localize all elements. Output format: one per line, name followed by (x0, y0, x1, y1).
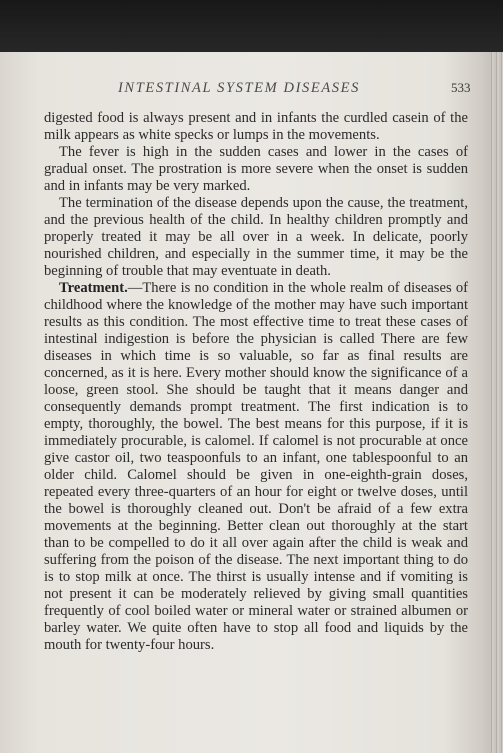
page-header (0, 78, 490, 100)
body-text (44, 110, 468, 654)
treatment-text: —There is no condition in the whole realm of diseases of childhood where the knowledge of the mother may have such important results as this condition. The most effective time to treat these cases of intestinal indigestion is before the physician is called There are few diseases in which time is so valuable, so far as final results are concerned, as it is here. Every mother should know the significance of a loose, green stool. She should be taught that it means danger and consequently demands prompt treatment. The first indication is to empty, thoroughly, the bowel. The best means for this purpose, if it is immediately procurable, is calomel. If calomel is not procurable at once give castor oil, two teaspoonfuls to an infant, one tablespoonful to an older child. Calomel should be given in one-eighth-grain doses, repeated every three-quarters of an hour for eight or twelve doses, until the bowel is thoroughly cleaned out. Don't be afraid of a few extra movements at the beginning. Better clean out thoroughly at the start than to be compelled to do it all over again after the child is weak and suffering from the poison of the disease. The next important thing to do is to stop milk at once. The thirst is usually intense and if vomiting is not present it can be moderately relieved by giving small quantities frequently of cool boiled water or mineral water or strained albumen or barley water. We quite often have to stop all food and liquids by the mouth for twenty-four hours. (44, 280, 468, 653)
book-page (0, 52, 503, 753)
treatment-heading: Treatment. (59, 280, 128, 296)
paragraph-3: The termination of the disease depends upon the cause, the treatment, and the previous health of the child. In healthy children promptly and properly treated it may be all over in a week. In delicate, poorly nourished children, and especially in the summer time, it may be the beginning of trouble that may eventuate in death. (44, 195, 468, 279)
running-head: INTESTINAL SYSTEM DISEASES (118, 80, 360, 96)
paragraph-2: The fever is high in the sudden cases and lower in the cases of gradual onset. The prostration is more severe when the onset is sudden and in infants may be very marked. (44, 144, 468, 194)
paragraph-4 (44, 280, 468, 654)
page-number: 533 (451, 80, 471, 95)
paragraph-1: digested food is always present and in infants the curdled casein of the milk appears as white specks or lumps in the movements. (44, 110, 468, 143)
page-edge-shadow (489, 52, 503, 753)
